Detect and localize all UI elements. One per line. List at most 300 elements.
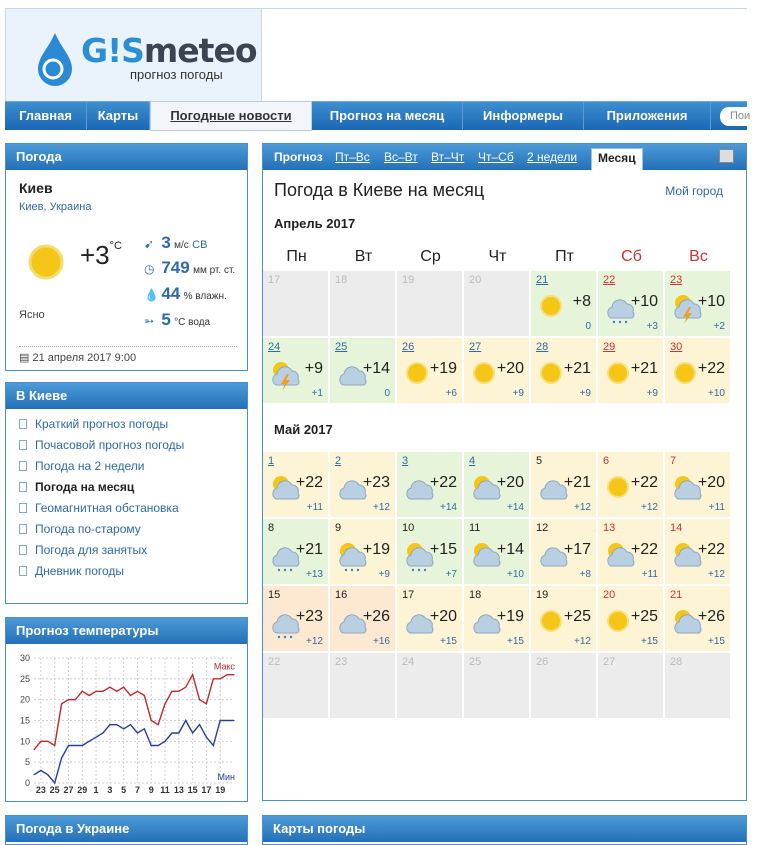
day-min-temperature: +11 [306,502,323,513]
ukraine-weather-panel [5,815,248,845]
day-number: 18 [335,274,348,286]
day-cell[interactable] [665,271,731,337]
day-temperature: +20 [429,608,457,625]
kiev-link-label: Погода по-старому [35,522,141,536]
pressure-param [144,258,235,278]
wind-param [144,233,207,253]
data-point [206,737,207,738]
x-tick-label: 19 [215,785,226,795]
day-cell[interactable] [330,586,396,652]
data-point [206,703,207,704]
data-point [33,774,34,775]
weekday-5: Сб [621,248,642,265]
day-min-temperature: +12 [574,502,591,513]
pressure-value: 749 [161,258,190,277]
day-temperature: +25 [630,608,658,625]
data-point [82,745,83,746]
data-point [40,741,41,742]
data-point [164,741,165,742]
data-point [68,699,69,700]
kiev-link-3[interactable] [19,480,184,501]
data-point [116,724,117,725]
day-cell [263,271,329,337]
day-min-temperature: +15 [708,636,725,647]
day-cell[interactable] [263,519,329,585]
day-temperature: +20 [697,474,725,491]
day-cell[interactable] [531,271,597,337]
search-input[interactable]: Пои [720,107,760,126]
series-line-0 [34,675,234,750]
condition-text: Ясно [19,309,45,321]
data-point [158,724,159,725]
data-point [75,745,76,746]
data-point [151,745,152,746]
data-point [171,691,172,692]
forecast-tabs [263,144,746,170]
data-point [123,687,124,688]
wind-value: 3 [161,233,171,252]
logo[interactable] [5,8,262,102]
day-number: 13 [603,522,616,534]
data-point [227,720,228,721]
kiev-link-label: Погода на месяц [35,480,135,494]
humidity-value: 44 [161,284,181,303]
temp-unit: °C [109,240,122,252]
month-label-may: Май 2017 [274,422,333,437]
humidity-unit: % влажн. [183,291,227,302]
day-min-temperature: +1 [311,388,323,399]
day-min-temperature: +11 [641,569,658,580]
day-temperature: +19 [362,541,390,558]
day-min-temperature: +2 [713,321,725,332]
day-number: 15 [268,589,281,601]
day-min-temperature: +7 [445,569,457,580]
day-number: 26 [402,341,415,353]
data-point [109,724,110,725]
day-temperature: +14 [362,360,390,377]
water-unit: °C вода [174,317,211,328]
day-number: 27 [603,656,616,668]
x-tick-label: 9 [148,785,154,795]
tab-month[interactable]: Месяц [591,148,643,170]
data-point [47,741,48,742]
day-cell[interactable] [464,338,530,404]
day-number: 28 [670,656,683,668]
day-number: 9 [335,522,342,534]
current-temperature [80,240,122,271]
day-cell[interactable] [263,586,329,652]
kiev-link-label: Краткий прогноз погоды [35,417,169,431]
day-cell[interactable] [263,452,329,518]
data-point [33,749,34,750]
day-min-temperature: +14 [507,502,524,513]
panel-title-kiev: В Киеве [6,383,247,409]
humidity-icon: 💧 [144,288,159,302]
day-number: 26 [536,656,549,668]
month-forecast [262,143,747,801]
day-min-temperature: +12 [641,502,658,513]
nav-month-forecast[interactable]: Прогноз на месяц [312,102,463,130]
day-temperature: +19 [496,608,524,625]
x-tick-label: 5 [121,785,127,795]
day-number: 7 [670,455,677,467]
data-point [130,695,131,696]
logo-subtitle: прогноз погоды [130,67,223,82]
data-point [82,691,83,692]
data-point [213,745,214,746]
city-links[interactable]: Киев, Украина [19,201,92,213]
kiev-link-label: Геомагнитная обстановка [35,501,179,515]
nav-informers[interactable]: Информеры [463,102,584,130]
day-cell[interactable] [330,338,396,404]
data-point [116,691,117,692]
y-tick-label: 5 [24,757,30,768]
day-cell[interactable] [531,519,597,585]
day-cell[interactable] [397,452,463,518]
tab-sun-tue[interactable]: Вс–Вт [384,150,418,164]
day-temperature: +10 [630,293,658,310]
day-number: 5 [536,455,543,467]
day-min-temperature: +12 [373,502,390,513]
tab-tue-thu[interactable]: Вт–Чт [431,150,465,164]
day-cell[interactable] [531,452,597,518]
data-point [68,745,69,746]
kiev-link-label: Дневник погоды [35,564,125,578]
kiev-link-2[interactable] [19,459,184,480]
doc-icon [19,461,27,471]
day-min-temperature: +12 [574,636,591,647]
day-number: 2 [335,455,342,467]
month-label-april: Апрель 2017 [274,216,356,231]
kiev-link-4[interactable] [19,501,184,522]
tab-2-weeks[interactable]: 2 недели [527,150,578,164]
wind-icon: ➹ [144,237,155,251]
day-temperature: +26 [697,608,725,625]
nav-apps[interactable]: Приложения [584,102,711,130]
day-min-temperature: +9 [646,388,658,399]
nav-maps[interactable]: Карты [87,102,150,130]
day-cell[interactable] [397,586,463,652]
doc-icon [19,503,27,513]
y-tick-label: 15 [19,715,30,726]
day-cell [464,653,530,719]
day-number: 3 [402,455,409,467]
temp-value: +3 [80,240,110,270]
x-tick-label: 25 [49,785,60,795]
data-point [164,703,165,704]
day-min-temperature: +9 [579,388,591,399]
data-point [47,774,48,775]
day-cell [397,271,463,337]
day-cell[interactable] [464,586,530,652]
day-min-temperature: +12 [306,636,323,647]
day-number: 25 [469,656,482,668]
day-cell[interactable] [397,338,463,404]
day-temperature: +23 [295,608,323,625]
day-cell[interactable] [598,586,664,652]
day-cell[interactable] [665,519,731,585]
current-weather-panel [5,143,248,371]
day-number: 19 [402,274,415,286]
data-point [95,737,96,738]
doc-icon [19,524,27,534]
data-point [220,678,221,679]
day-cell[interactable] [598,338,664,404]
day-number: 21 [536,274,549,286]
data-point [75,699,76,700]
day-temperature: +22 [697,360,725,377]
day-cell[interactable] [330,519,396,585]
day-number: 1 [268,455,275,467]
data-point [109,687,110,688]
day-temperature: +9 [304,360,323,377]
data-point [233,674,234,675]
day-number: 6 [603,455,610,467]
day-min-temperature: +13 [306,569,323,580]
day-cell[interactable] [665,452,731,518]
data-point [171,732,172,733]
day-cell[interactable] [464,519,530,585]
day-min-temperature: +15 [440,636,457,647]
my-city-link[interactable]: Мой город [665,184,723,198]
data-point [123,728,124,729]
pressure-unit: мм рт. ст. [193,265,236,276]
day-temperature: +17 [563,541,591,558]
observation-date-text: 21 апреля 2017 9:00 [32,352,137,364]
day-number: 4 [469,455,476,467]
day-number: 28 [536,341,549,353]
kiev-link-6[interactable] [19,543,184,564]
day-temperature: +8 [572,293,591,310]
data-point [220,720,221,721]
data-point [54,782,55,783]
storm-icon [269,358,303,392]
day-cell [330,653,396,719]
print-icon[interactable] [719,149,734,163]
day-number: 10 [402,522,415,534]
day-temperature: +15 [429,541,457,558]
day-temperature: +22 [697,541,725,558]
day-min-temperature: +3 [646,321,658,332]
day-number: 12 [536,522,549,534]
day-number: 30 [670,341,683,353]
data-point [192,732,193,733]
day-min-temperature: +15 [507,636,524,647]
water-param [144,310,210,330]
day-cell[interactable] [397,519,463,585]
day-min-temperature: +8 [579,569,591,580]
weekday-3: Чт [488,248,507,265]
temperature-chart [6,646,247,802]
tab-fri-sun[interactable]: Пт–Вс [335,150,370,164]
data-point [102,732,103,733]
main-nav [5,101,751,130]
day-cell [330,271,396,337]
day-min-temperature: +6 [445,388,457,399]
page-title: Погода в Киеве на месяц [274,180,485,200]
data-point [151,720,152,721]
day-number: 11 [469,522,481,534]
weekday-1: Вт [354,248,373,265]
wind-unit: м/с [174,240,189,251]
day-min-temperature: +10 [507,569,524,580]
x-tick-label: 27 [63,785,74,795]
data-point [178,732,179,733]
y-tick-label: 20 [19,694,30,705]
day-number: 14 [670,522,683,534]
doc-icon [19,482,27,492]
kiev-links-list [19,417,184,585]
logo-wordmark [81,31,257,70]
legend-label: Макс [213,661,235,672]
day-temperature: +21 [563,360,591,377]
logo-drop-icon [34,31,76,87]
nav-weather-news[interactable]: Погодные новости [150,101,312,131]
data-point [89,695,90,696]
day-number: 22 [603,274,616,286]
kiev-link-7[interactable] [19,564,184,585]
day-number: 21 [670,589,683,601]
nav-home[interactable]: Главная [5,102,87,130]
kiev-link-0[interactable] [19,417,184,438]
day-cell[interactable] [598,271,664,337]
day-cell [531,653,597,719]
day-cell[interactable] [531,338,597,404]
day-cell [397,653,463,719]
day-temperature: +25 [563,608,591,625]
day-number: 17 [402,589,415,601]
day-number: 18 [469,589,482,601]
day-temperature: +22 [630,541,658,558]
x-tick-label: 3 [107,785,113,795]
wind-direction: СВ [192,239,208,251]
day-number: 23 [670,274,683,286]
doc-icon [19,566,27,576]
day-min-temperature: +10 [708,388,725,399]
day-min-temperature: +15 [641,636,658,647]
day-number: 17 [268,274,281,286]
data-point [40,770,41,771]
data-point [178,691,179,692]
doc-icon [19,545,27,555]
day-number: 24 [402,656,415,668]
pressure-icon: ◷ [144,262,155,276]
day-cell[interactable] [665,338,731,404]
day-number: 24 [268,341,281,353]
data-point [158,745,159,746]
day-min-temperature: +12 [708,569,725,580]
day-cell[interactable] [330,452,396,518]
day-cell [464,271,530,337]
doc-icon [19,440,27,450]
x-tick-label: 13 [173,785,184,795]
doc-icon: ▤ [19,352,30,364]
city-name[interactable]: Киев [19,180,53,196]
weekday-2: Ср [420,248,441,265]
data-point [137,732,138,733]
y-tick-label: 10 [19,736,30,747]
data-point [192,674,193,675]
day-cell[interactable] [263,338,329,404]
day-cell[interactable] [598,452,664,518]
day-temperature: +22 [429,474,457,491]
data-point [137,691,138,692]
kiev-link-1[interactable] [19,438,184,459]
x-tick-label: 17 [201,785,212,795]
day-temperature: +26 [362,608,390,625]
day-cell[interactable] [464,452,530,518]
data-point [61,703,62,704]
kiev-link-label: Почасовой прогноз погоды [35,438,185,452]
day-min-temperature: +14 [440,502,457,513]
data-point [185,687,186,688]
temperature-chart-panel [5,617,248,802]
day-cell [263,653,329,719]
water-value: 5 [161,310,171,329]
day-temperature: +20 [496,360,524,377]
header-banner-area [262,8,747,102]
day-temperature: +20 [496,474,524,491]
day-number: 20 [603,589,616,601]
doc-icon [19,419,27,429]
panel-title-temp: Прогноз температуры [6,618,247,644]
day-number: 16 [335,589,348,601]
x-tick-label: 15 [187,785,198,795]
day-cell[interactable] [665,586,731,652]
day-number: 20 [469,274,482,286]
kiev-links-panel [5,382,248,604]
data-point [213,678,214,679]
day-number: 8 [268,522,275,534]
data-point [89,741,90,742]
x-tick-label: 11 [160,785,170,795]
day-min-temperature: 0 [384,388,390,399]
data-point [199,699,200,700]
data-point [185,720,186,721]
tab-thu-sat[interactable]: Чт–Сб [478,150,514,164]
day-number: 27 [469,341,482,353]
day-min-temperature: 0 [585,321,591,332]
day-temperature: +14 [496,541,524,558]
sun-icon [26,242,66,282]
day-temperature: +21 [295,541,323,558]
logo-name-a: G!S [81,31,144,70]
day-temperature: +21 [563,474,591,491]
data-point [144,728,145,729]
day-temperature: +10 [697,293,725,310]
day-cell[interactable] [531,586,597,652]
day-cell[interactable] [598,519,664,585]
day-cell [665,653,731,719]
x-tick-label: 7 [134,785,140,795]
logo-name-b: meteo [143,31,257,70]
panel-title-ukraine: Погода в Украине [6,816,247,842]
day-temperature: +22 [295,474,323,491]
day-temperature: +19 [429,360,457,377]
humidity-param [144,284,227,304]
day-min-temperature: +9 [378,569,390,580]
x-tick-label: 1 [93,785,99,795]
day-temperature: +21 [630,360,658,377]
day-min-temperature: +9 [512,388,524,399]
day-number: 25 [335,341,348,353]
data-point [130,724,131,725]
weekday-6: Вс [689,248,708,265]
kiev-link-5[interactable] [19,522,184,543]
weekday-4: Пт [555,248,574,265]
observation-date [19,346,237,364]
panel-title-maps: Карты погоды [263,816,746,842]
